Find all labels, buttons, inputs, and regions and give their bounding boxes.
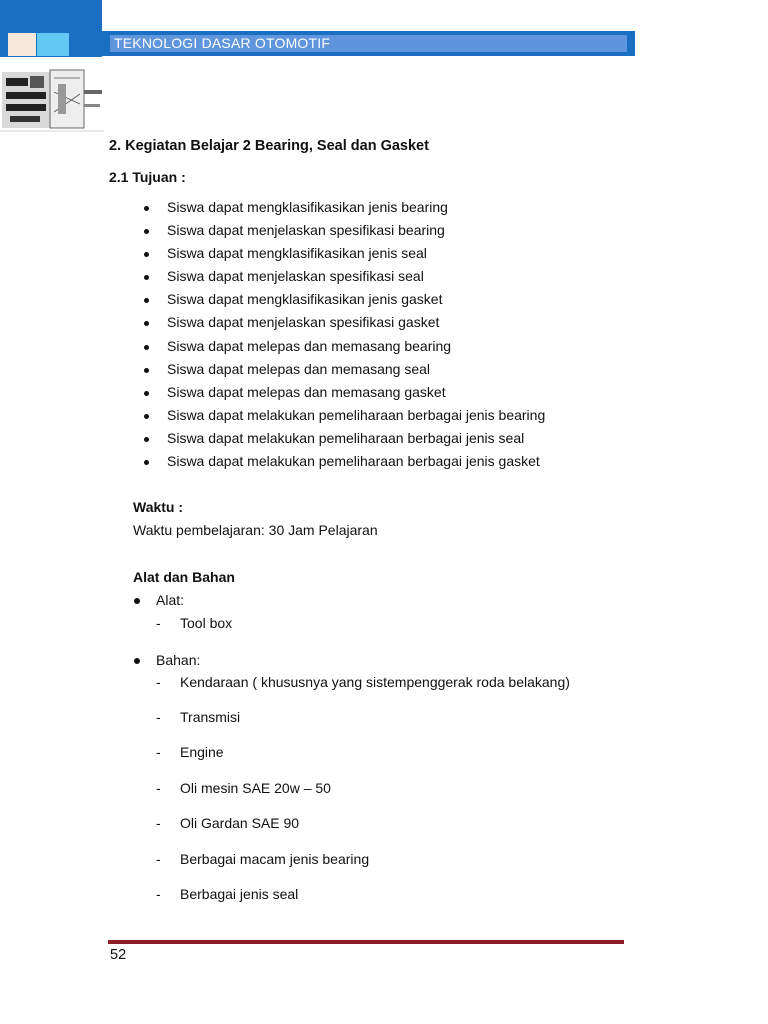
- bahan-item: Kendaraan ( khususnya yang sistempenggerak roda belakang): [180, 674, 570, 690]
- list-item: Siswa dapat menjelaskan spesifikasi gasket: [144, 311, 545, 334]
- header-decor-square-pale: [8, 33, 36, 56]
- list-item: Siswa dapat mengklasifikasikan jenis gasket: [144, 288, 545, 311]
- bullet: [134, 598, 140, 604]
- dash-marker: -: [156, 744, 161, 760]
- list-item: Siswa dapat melakukan pemeliharaan berbagai jenis seal: [144, 427, 545, 450]
- dash-marker: -: [156, 674, 161, 690]
- dash-marker: -: [156, 615, 161, 631]
- list-item: Siswa dapat melakukan pemeliharaan berbagai jenis gasket: [144, 450, 545, 473]
- objectives-list: [144, 196, 545, 473]
- dash-marker: -: [156, 851, 161, 867]
- bahan-item: Oli mesin SAE 20w – 50: [180, 780, 331, 796]
- list-item: Siswa dapat menjelaskan spesifikasi bearing: [144, 219, 545, 242]
- footer-rule: [108, 940, 624, 944]
- bahan-label: Bahan:: [156, 652, 201, 668]
- list-item: Siswa dapat melepas dan memasang bearing: [144, 335, 545, 358]
- dash-marker: -: [156, 815, 161, 831]
- subsection-heading: 2.1 Tujuan :: [109, 169, 186, 185]
- waktu-text: Waktu pembelajaran: 30 Jam Pelajaran: [133, 522, 378, 538]
- bahan-item: Berbagai macam jenis bearing: [180, 851, 370, 867]
- waktu-heading: Waktu :: [133, 499, 184, 515]
- section-heading: 2. Kegiatan Belajar 2 Bearing, Seal dan Gasket: [109, 138, 429, 154]
- list-item: Siswa dapat melepas dan memasang seal: [144, 358, 545, 381]
- header-decor-square-cyan: [37, 33, 69, 56]
- page-number: 52: [110, 947, 127, 963]
- list-item: Siswa dapat menjelaskan spesifikasi seal: [144, 265, 545, 288]
- alat-label: Alat:: [156, 592, 185, 608]
- list-item: Siswa dapat melakukan pemeliharaan berbagai jenis bearing: [144, 404, 545, 427]
- bahan-item: Engine: [180, 744, 224, 760]
- dash-marker: -: [156, 886, 161, 902]
- bahan-item: Oli Gardan SAE 90: [180, 815, 300, 831]
- header-title: TEKNOLOGI DASAR OTOMOTIF: [114, 35, 331, 51]
- dash-marker: -: [156, 709, 161, 725]
- bahan-item: Transmisi: [180, 709, 241, 725]
- bullet: [134, 658, 140, 664]
- list-item: Siswa dapat melepas dan memasang gasket: [144, 381, 545, 404]
- alat-item: Tool box: [180, 615, 233, 631]
- list-item: Siswa dapat mengklasifikasikan jenis bearing: [144, 196, 545, 219]
- transmission-diagram-image: [0, 64, 104, 134]
- bahan-item: Berbagai jenis seal: [180, 886, 299, 902]
- dash-marker: -: [156, 780, 161, 796]
- alat-bahan-heading: Alat dan Bahan: [133, 569, 235, 585]
- list-item: Siswa dapat mengklasifikasikan jenis seal: [144, 242, 545, 265]
